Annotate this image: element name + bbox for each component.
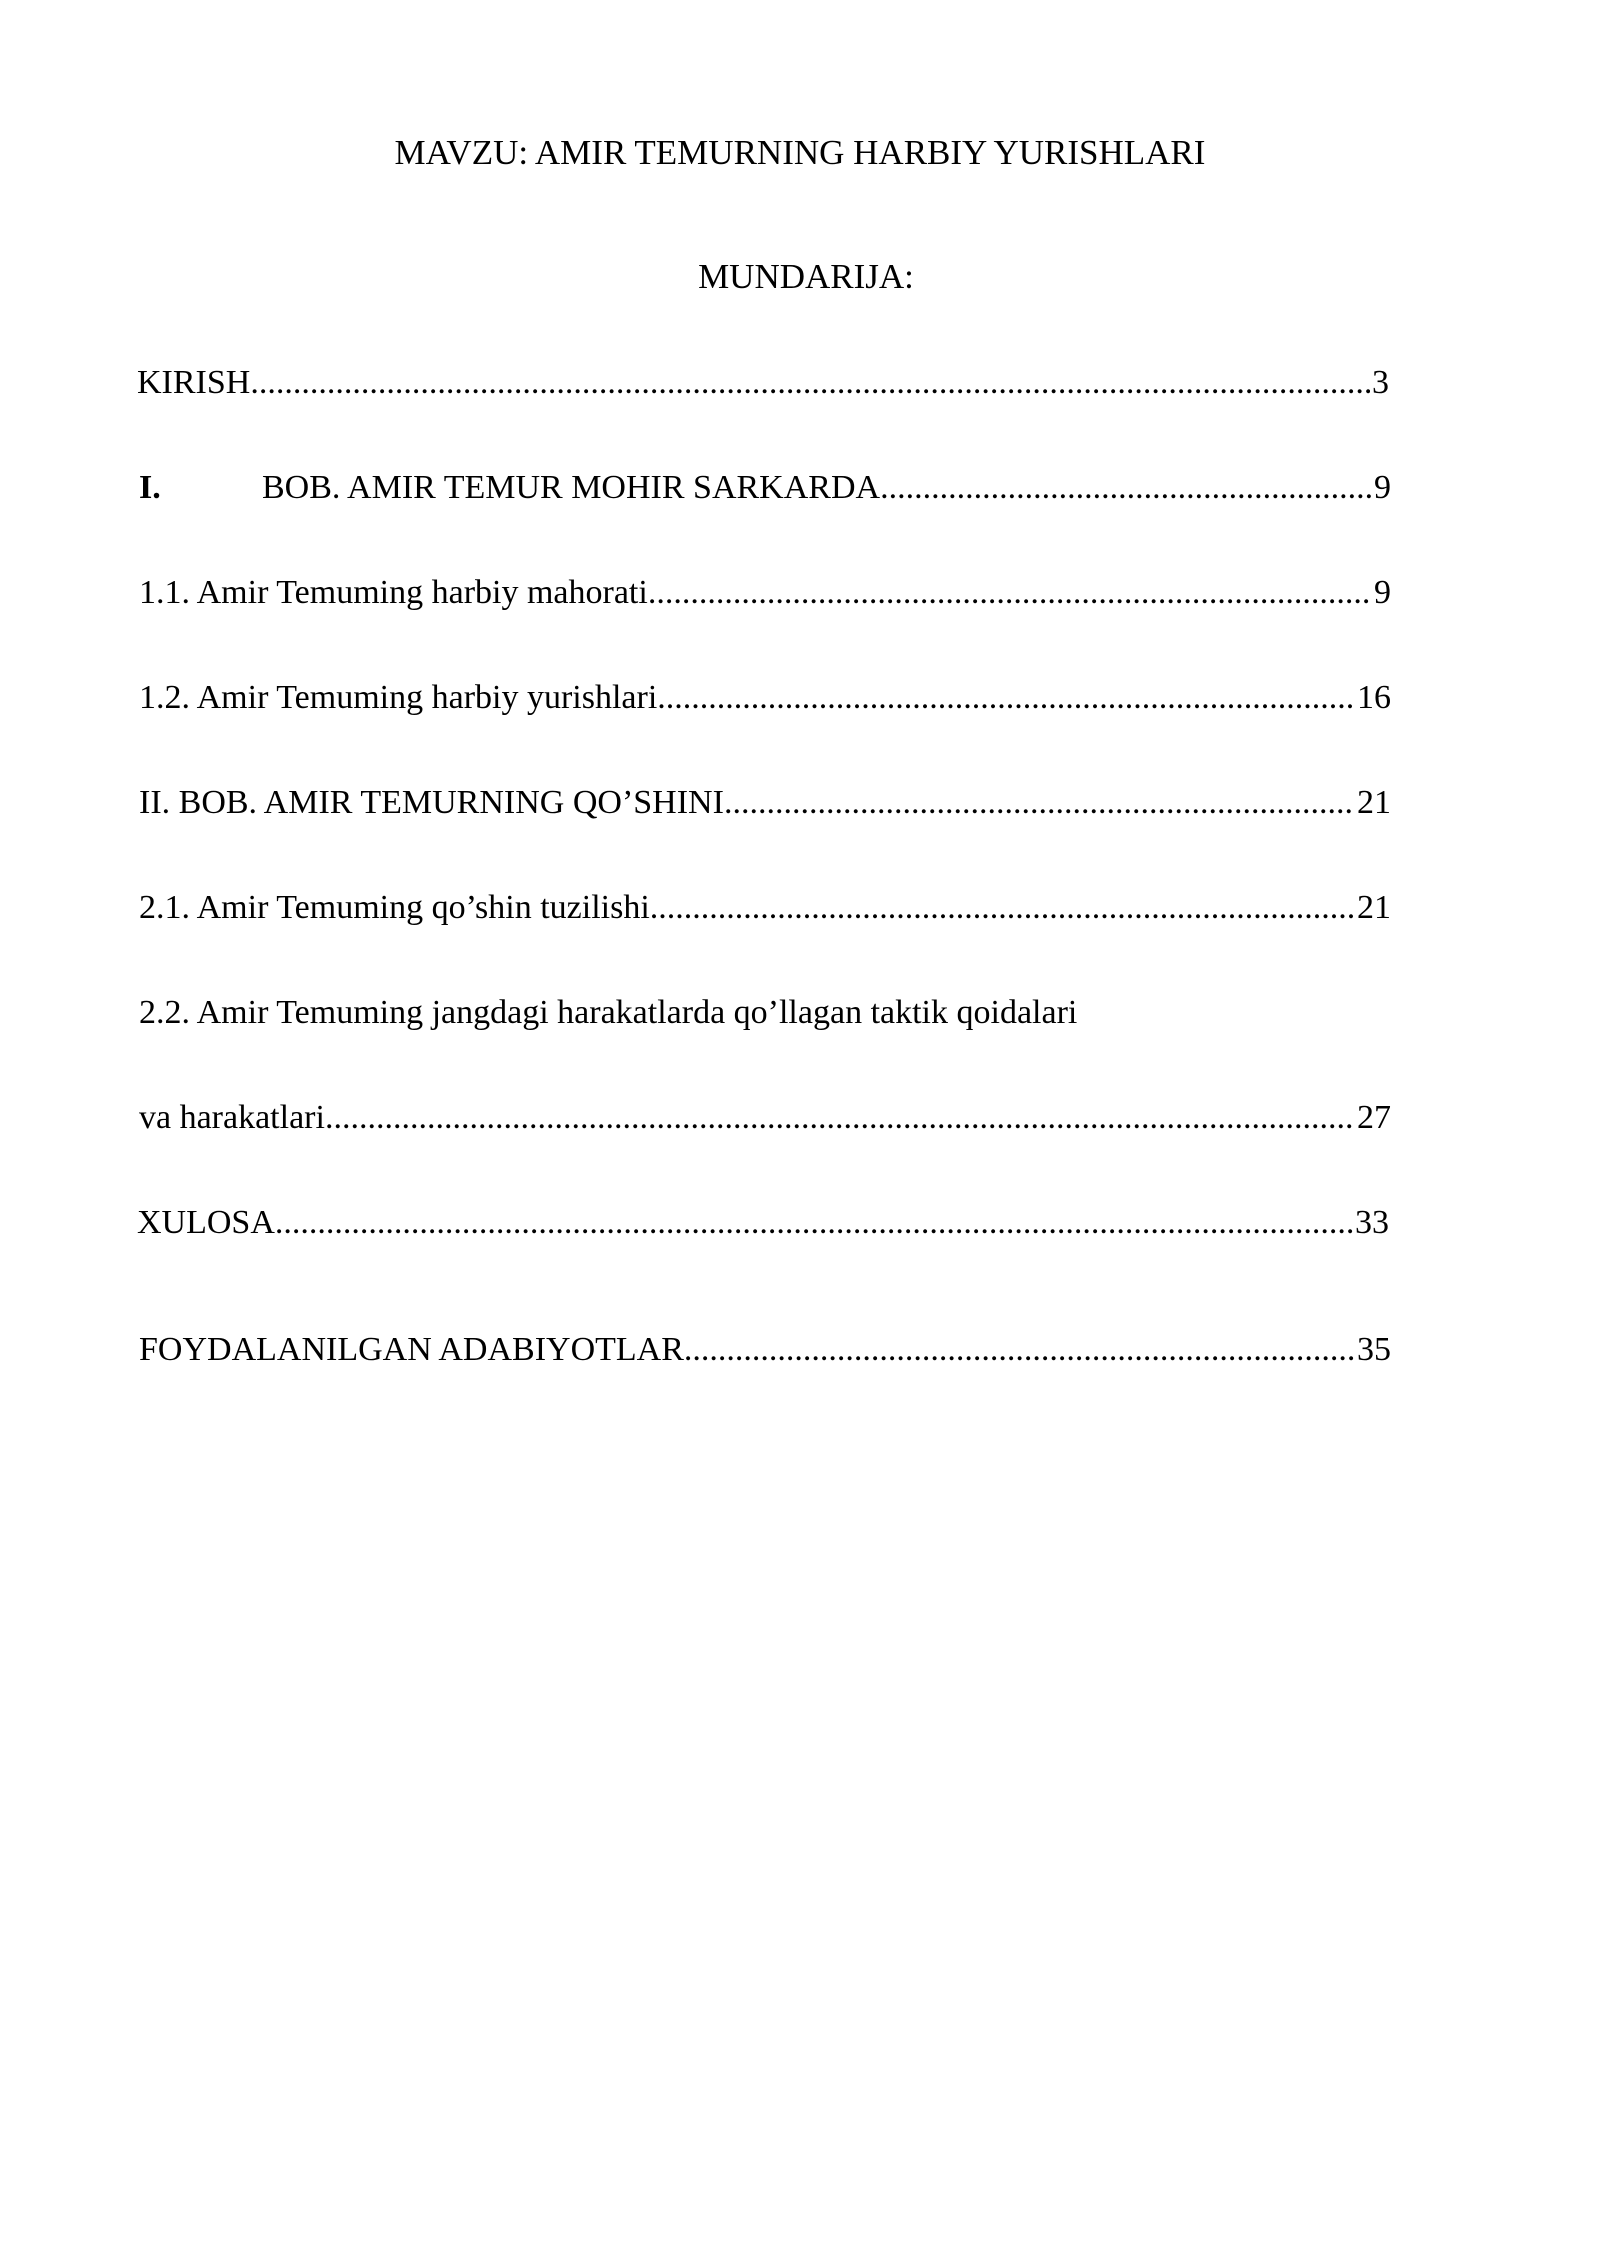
toc-entry-label: II. BOB. AMIR TEMURNING QO’SHINI [139,784,724,821]
toc-entry-chapter-2 [139,783,1391,823]
toc-entry-label: KIRISH [137,364,251,401]
document-title: MAVZU: AMIR TEMURNING HARBIY YURISHLARI [394,133,1206,172]
toc-entry-page: 35 [1357,1331,1391,1368]
toc-entry-2-1 [139,888,1391,928]
dot-leader [724,783,1355,823]
toc-entry-2-2-line-1: 2.2. Amir Temuming jangdagi harakatlarda qo’llagan taktik qoidalari [139,994,1078,1031]
toc-entry-page: 21 [1357,784,1391,821]
dot-leader [325,1098,1355,1138]
toc-entry-label: va harakatlari [139,1099,325,1136]
toc-entry-kirish [137,363,1389,403]
toc-entry-label: 1.1. Amir Temuming harbiy mahorati [139,574,648,611]
toc-entry-label: FOYDALANILGAN ADABIYOTLAR [139,1331,684,1368]
toc-entry-label: 1.2. Amir Temuming harbiy yurishlari [139,679,658,716]
toc-entry-page: 9 [1374,574,1391,611]
dot-leader [880,468,1372,508]
toc-entry-number: I. [139,469,161,506]
toc-entry-chapter-1 [139,468,1391,508]
toc-entry-label: 2.1. Amir Temuming qo’shin tuzilishi [139,889,650,926]
toc-entry-page: 27 [1357,1099,1391,1136]
toc-entry-adabiyotlar [139,1330,1391,1370]
toc-heading: MUNDARIJA: [698,257,914,296]
dot-leader [275,1203,1353,1243]
dot-leader [648,573,1372,613]
dot-leader [684,1330,1355,1370]
toc-entry-xulosa [137,1203,1389,1243]
dot-leader [250,363,1370,403]
dot-leader [650,888,1355,928]
toc-entry-page: 3 [1372,364,1389,401]
toc-entry-2-2 [139,1098,1391,1138]
dot-leader [657,678,1355,718]
toc-entry-1-1 [139,573,1391,613]
toc-entry-page: 9 [1374,469,1391,506]
toc-entry-page: 21 [1357,889,1391,926]
toc-entry-page: 16 [1357,679,1391,716]
toc-entry-1-2 [139,678,1391,718]
toc-entry-label: XULOSA [137,1204,275,1241]
toc-entry-page: 33 [1355,1204,1389,1241]
toc-entry-label: BOB. AMIR TEMUR MOHIR SARKARDA [262,469,881,506]
